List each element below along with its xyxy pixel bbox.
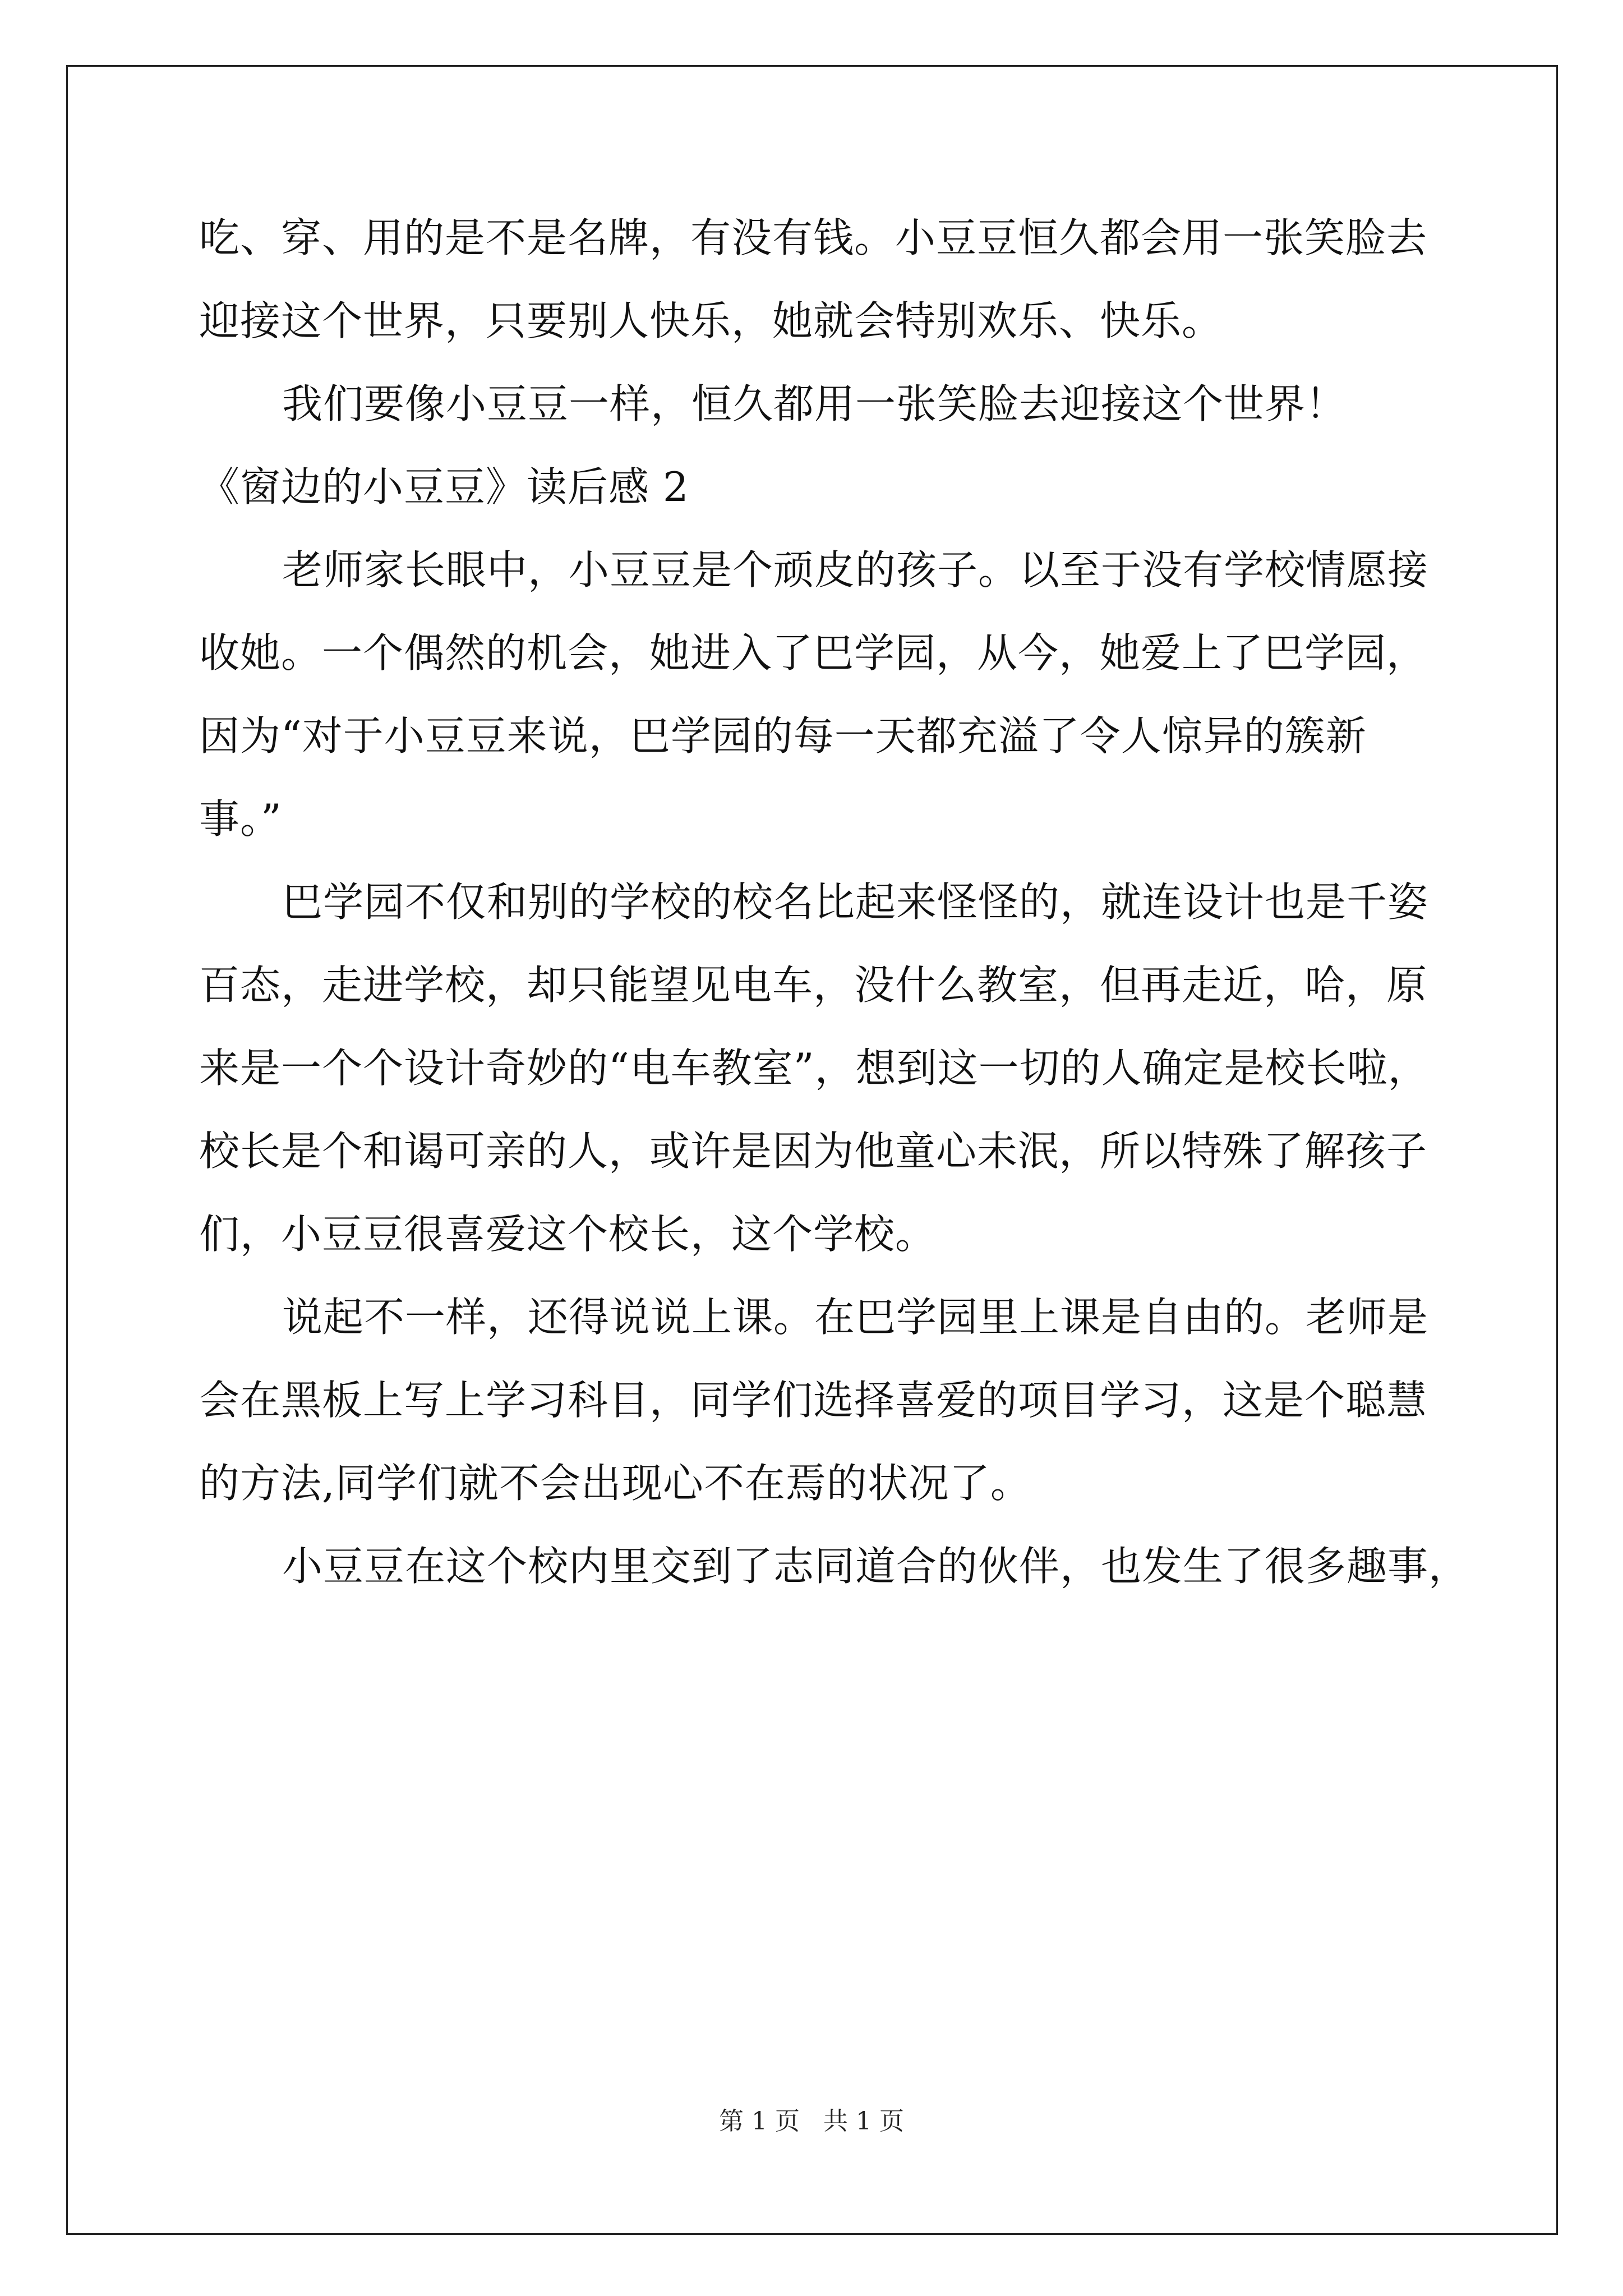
document-body [199,196,1470,1608]
paragraph-line: 收她。一个偶然的机会，她进入了巴学园，从今，她爱上了巴学园， [199,629,1428,677]
paragraph-line: 的方法,同学们就不会出现心不在焉的状况了。 [199,1460,1031,1507]
page-footer: 第 1 页 共 1 页 [719,2107,904,2136]
paragraph-line: 我们要像小豆豆一样，恒久都用一张笑脸去迎接这个世界！ [282,380,1347,427]
paragraph-line: 们，小豆豆很喜爱这个校长，这个学校。 [199,1211,937,1258]
paragraph-line: 校长是个和谒可亲的人，或许是因为他童心未泯，所以特殊了解孩子 [199,1128,1428,1175]
section-heading: 《窗边的小豆豆》读后感 2 [199,463,689,510]
paragraph-line: 迎接这个世界，只要别人快乐，她就会特别欢乐、快乐。 [199,297,1223,344]
paragraph-line: 说起不一样，还得说说上课。在巴学园里上课是自由的。老师是 [282,1294,1429,1341]
paragraph-line: 吃、穿、用的是不是名牌，有没有钱。小豆豆恒久都会用一张笑脸去 [199,214,1428,261]
paragraph-line: 来是一个个设计奇妙的“电车教室”，想到这一切的人确定是校长啦， [199,1045,1429,1092]
paragraph-line: 因为“对于小豆豆来说，巴学园的每一天都充溢了令人惊异的簇新 [199,712,1367,760]
paragraph-line: 事。” [199,795,282,843]
paragraph-line: 小豆豆在这个校内里交到了志同道合的伙伴，也发生了很多趣事， [282,1543,1470,1590]
paragraph-line: 百态，走进学校，却只能望见电车，没什么教室，但再走近，哈，原 [199,961,1428,1009]
paragraph-line: 老师家长眼中，小豆豆是个顽皮的孩子。以至于没有学校情愿接 [282,546,1429,593]
paragraph-line: 巴学园不仅和别的学校的校名比起来怪怪的，就连设计也是千姿 [282,878,1429,926]
paragraph-line: 会在黑板上写上学习科目，同学们选择喜爱的项目学习，这是个聪慧 [199,1377,1428,1424]
